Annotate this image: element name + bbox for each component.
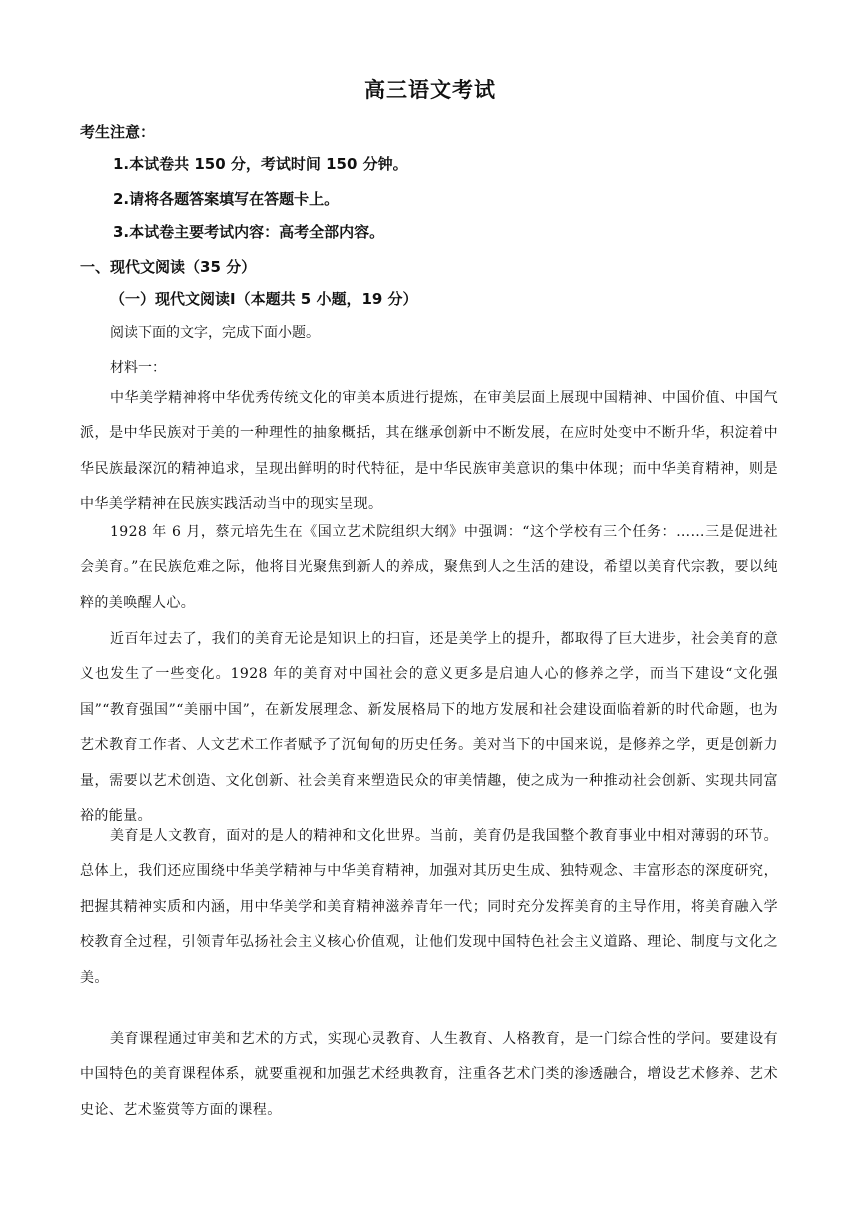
paragraph-5: 美育课程通过审美和艺术的方式，实现心灵教育、人生教育、人格教育，是一门综合性的学问。要建设有中国特色的美育课程体系，就要重视和加强艺术经典教育，注重各艺术门类的渗透融合，增设艺术修养、艺术史论、艺术鉴赏等方面的课程。 xyxy=(80,1031,778,1118)
notice-item-1: 1.本试卷共 150 分，考试时间 150 分钟。 xyxy=(113,155,408,173)
section-heading: 一、现代文阅读（35 分） xyxy=(80,258,257,276)
notice-heading: 考生注意： xyxy=(80,123,156,141)
material-label: 材料一： xyxy=(110,360,166,376)
notice-item-2: 2.请将各题答案填写在答题卡上。 xyxy=(113,190,340,208)
reading-instruction: 阅读下面的文字，完成下面小题。 xyxy=(110,325,320,341)
exam-title: 高三语文考试 xyxy=(364,78,496,102)
paragraph-2: 1928 年 6 月，蔡元培先生在《国立艺术院组织大纲》中强调：“这个学校有三个任务：……三是促进社会美育。”在民族危难之际，他将目光聚焦到新人的养成，聚焦到人之生活的建设，希望以美育代宗教，要以纯粹的美唤醒人心。 xyxy=(80,524,778,611)
paragraph-1: 中华美学精神将中华优秀传统文化的审美本质进行提炼，在审美层面上展现中国精神、中国价值、中国气派，是中华民族对于美的一种理性的抽象概括，其在继承创新中不断发展，在应时处变中不断升华，积淀着中华民族最深沉的精神追求，呈现出鲜明的时代特征，是中华民族审美意识的集中体现；而中华美育精神，则是中华美学精神在民族实践活动当中的现实呈现。 xyxy=(80,390,778,513)
paragraph-3: 近百年过去了，我们的美育无论是知识上的扫盲，还是美学上的提升，都取得了巨大进步，社会美育的意义也发生了一些变化。1928 年的美育对中国社会的意义更多是启迪人心的修养之学，而当下建设“文化强国”“教育强国”“美丽中国”，在新发展理念、新发展格局下的地方发展和社会建设面临着新的时代命题，也为艺术教育工作者、人文艺术工作者赋予了沉甸甸的历史任务。美对当下的中国来说，是修养之学，更是创新力量，需要以艺术创造、文化创新、社会美育来塑造民众的审美情趣，使之成为一种推动社会创新、实现共同富裕的能量。 xyxy=(80,631,778,825)
notice-item-3: 3.本试卷主要考试内容：高考全部内容。 xyxy=(113,223,385,241)
subsection-heading: （一）现代文阅读Ⅰ（本题共 5 小题，19 分） xyxy=(110,290,418,308)
paragraph-4: 美育是人文教育，面对的是人的精神和文化世界。当前，美育仍是我国整个教育事业中相对薄弱的环节。总体上，我们还应围绕中华美学精神与中华美育精神，加强对其历史生成、独特观念、丰富形态的深度研究，把握其精神实质和内涵，用中华美学和美育精神滋养青年一代；同时充分发挥美育的主导作用，将美育融入学校教育全过程，引领青年弘扬社会主义核心价值观，让他们发现中国特色社会主义道路、理论、制度与文化之美。 xyxy=(80,828,778,986)
